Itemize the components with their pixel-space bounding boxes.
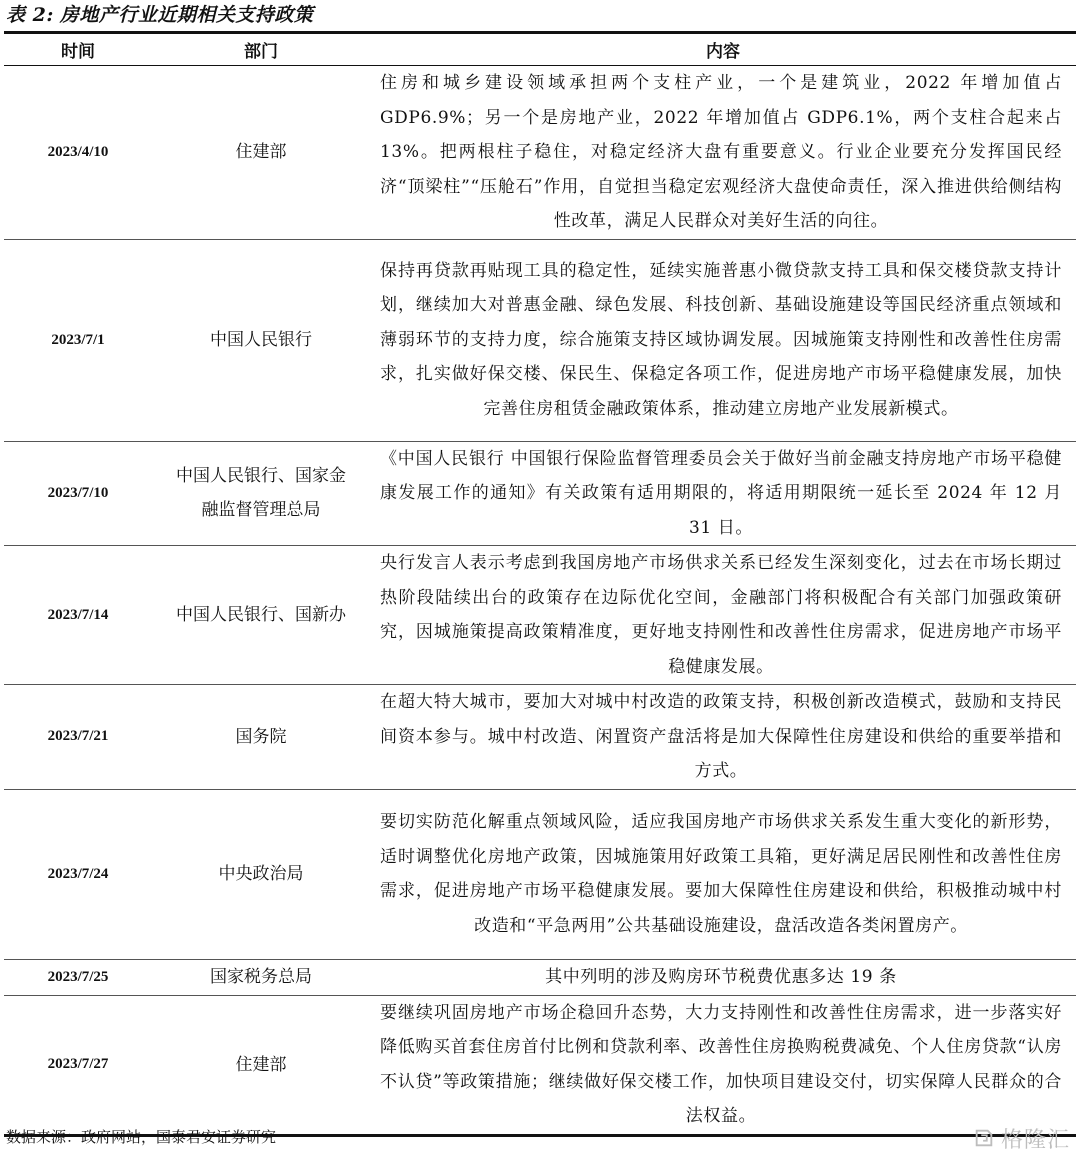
header-row [4,33,1076,66]
table-row [4,685,1076,790]
table-number: 表 2: [6,4,54,26]
table-row [4,959,1076,995]
row-content: 其中列明的涉及购房环节税费优惠多达 19 条 [370,959,1076,995]
policy-table-container [4,31,1076,1137]
row-dept: 中国人民银行 [152,239,370,441]
header-dept: 部门 [152,33,370,66]
row-date: 2023/7/1 [4,239,152,441]
watermark-text: 格隆汇 [1000,1127,1070,1153]
header-content: 内容 [370,33,1076,66]
row-content: 《中国人民银行 中国银行保险监督管理委员会关于做好当前金融支持房地产市场平稳健康发展工作的通知》有关政策有适用期限的，将适用期限统一延长至 2024 年 12 月 31 日。 [370,441,1076,546]
row-dept: 住建部 [152,66,370,240]
row-date: 2023/7/24 [4,789,152,959]
table-caption [6,2,313,28]
row-dept: 中国人民银行、国新办 [152,546,370,685]
header-date: 时间 [4,33,152,66]
table-row [4,441,1076,546]
table-title: 房地产行业近期相关支持政策 [59,4,314,26]
row-dept: 住建部 [152,995,370,1135]
row-content: 住房和城乡建设领域承担两个支柱产业，一个是建筑业，2022 年增加值占 GDP6.9%；另一个是房地产业，2022 年增加值占 GDP6.1%，两个支柱合起来占 13%。把两根柱子稳住，对稳定经济大盘有重要意义。行业企业要充分发挥国民经济“顶梁柱”“压舱石”作用，自觉担当稳定宏观经济大盘使命责任，深入推进供给侧结构性改革，满足人民群众对美好生活的向往。 [370,66,1076,240]
table-row [4,789,1076,959]
table-row [4,66,1076,240]
row-dept: 国务院 [152,685,370,790]
gelonghui-logo-icon [973,1127,995,1149]
watermark [973,1124,1070,1152]
row-content: 在超大特大城市，要加大对城中村改造的政策支持，积极创新改造模式，鼓励和支持民间资本参与。城中村改造、闲置资产盘活将是加大保障性住房建设和供给的重要举措和方式。 [370,685,1076,790]
table-row [4,546,1076,685]
row-date: 2023/7/10 [4,441,152,546]
row-dept: 国家税务总局 [152,959,370,995]
table-body [4,66,1076,1136]
row-dept: 中国人民银行、国家金融监督管理总局 [152,441,370,546]
row-content: 要继续巩固房地产市场企稳回升态势，大力支持刚性和改善性住房需求，进一步落实好降低购买首套住房首付比例和贷款利率、改善性住房换购税费减免、个人住房贷款“认房不认贷”等政策措施；继续做好保交楼工作，加快项目建设交付，切实保障人民群众的合法权益。 [370,995,1076,1135]
row-date: 2023/7/14 [4,546,152,685]
row-date: 2023/7/27 [4,995,152,1135]
policy-table [4,31,1076,1137]
row-content: 保持再贷款再贴现工具的稳定性，延续实施普惠小微贷款支持工具和保交楼贷款支持计划，继续加大对普惠金融、绿色发展、科技创新、基础设施建设等国民经济重点领域和薄弱环节的支持力度，综合施策支持区域协调发展。因城施策支持刚性和改善性住房需求，扎实做好保交楼、保民生、保稳定各项工作，促进房地产市场平稳健康发展，加快完善住房租赁金融政策体系，推动建立房地产业发展新模式。 [370,239,1076,441]
row-dept: 中央政治局 [152,789,370,959]
row-date: 2023/7/21 [4,685,152,790]
data-source-note: 数据来源：政府网站，国泰君安证券研究 [6,1128,277,1146]
row-content: 要切实防范化解重点领域风险，适应我国房地产市场供求关系发生重大变化的新形势，适时调整优化房地产政策，因城施策用好政策工具箱，更好满足居民刚性和改善性住房需求，促进房地产市场平稳健康发展。要加大保障性住房建设和供给，积极推动城中村改造和“平急两用”公共基础设施建设，盘活改造各类闲置房产。 [370,789,1076,959]
table-row [4,239,1076,441]
row-content: 央行发言人表示考虑到我国房地产市场供求关系已经发生深刻变化，过去在市场长期过热阶段陆续出台的政策存在边际优化空间，金融部门将积极配合有关部门加强政策研究，因城施策提高政策精准度，更好地支持刚性和改善性住房需求，促进房地产市场平稳健康发展。 [370,546,1076,685]
table-header [4,33,1076,66]
row-date: 2023/7/25 [4,959,152,995]
table-row [4,995,1076,1135]
row-date: 2023/4/10 [4,66,152,240]
